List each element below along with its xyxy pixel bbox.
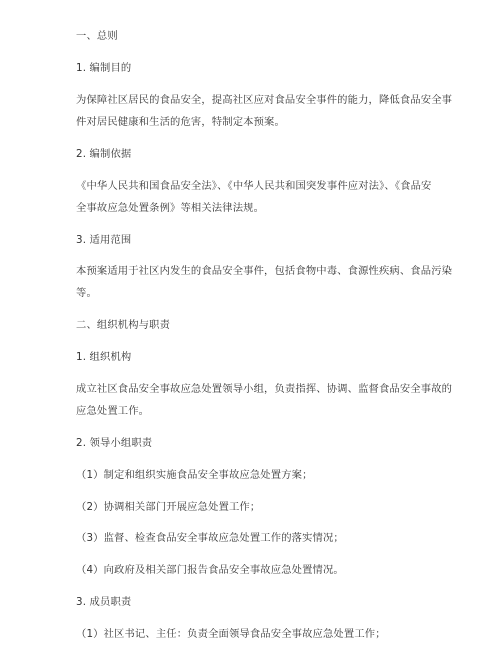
paragraph-purpose-line-1: 为保障社区居民的食品安全，提高社区应对食品安全事件的能力，降低食品安全事 [76,94,453,106]
list-item: （1）制定和组织实施食品安全事故应急处置方案； [76,469,313,481]
subheading-leadership-duties: 2. 领导小组职责 [76,437,153,449]
subheading-organization: 1. 组织机构 [76,351,132,363]
paragraph-scope-line-1: 本预案适用于社区内发生的食品安全事件，包括食物中毒、食源性疾病、食品污染 [76,265,453,277]
subheading-basis: 2. 编制依据 [76,148,132,160]
paragraph-scope-line-2: 等。 [76,287,97,299]
paragraph-organization-line-2: 应急处置工作。 [76,405,150,417]
subheading-scope: 3. 适用范围 [76,234,132,246]
list-item: （4）向政府及相关部门报告食品安全事故应急处置情况。 [76,564,344,576]
list-item: （2）协调相关部门开展应急处置工作； [76,501,261,513]
section-heading-general: 一、总则 [76,30,118,42]
paragraph-basis-line-1: 《中华人民共和国食品安全法》、《中华人民共和国突发事件应对法》、《食品安 [76,180,432,192]
subheading-member-duties: 3. 成员职责 [76,596,132,608]
list-item: （1）社区书记、主任：负责全面领导食品安全事故应急处置工作； [76,628,386,640]
paragraph-organization-line-1: 成立社区食品安全事故应急处置领导小组，负责指挥、协调、监督食品安全事故的 [76,383,453,395]
paragraph-basis-line-2: 全事故应急处置条例》等相关法律法规。 [76,202,265,214]
paragraph-purpose-line-2: 件对居民健康和生活的危害，特制定本预案。 [76,116,285,128]
list-item: （3）监督、检查食品安全事故应急处置工作的落实情况； [76,532,344,544]
subheading-purpose: 1. 编制目的 [76,62,132,74]
section-heading-organization: 二、组织机构与职责 [76,319,171,331]
